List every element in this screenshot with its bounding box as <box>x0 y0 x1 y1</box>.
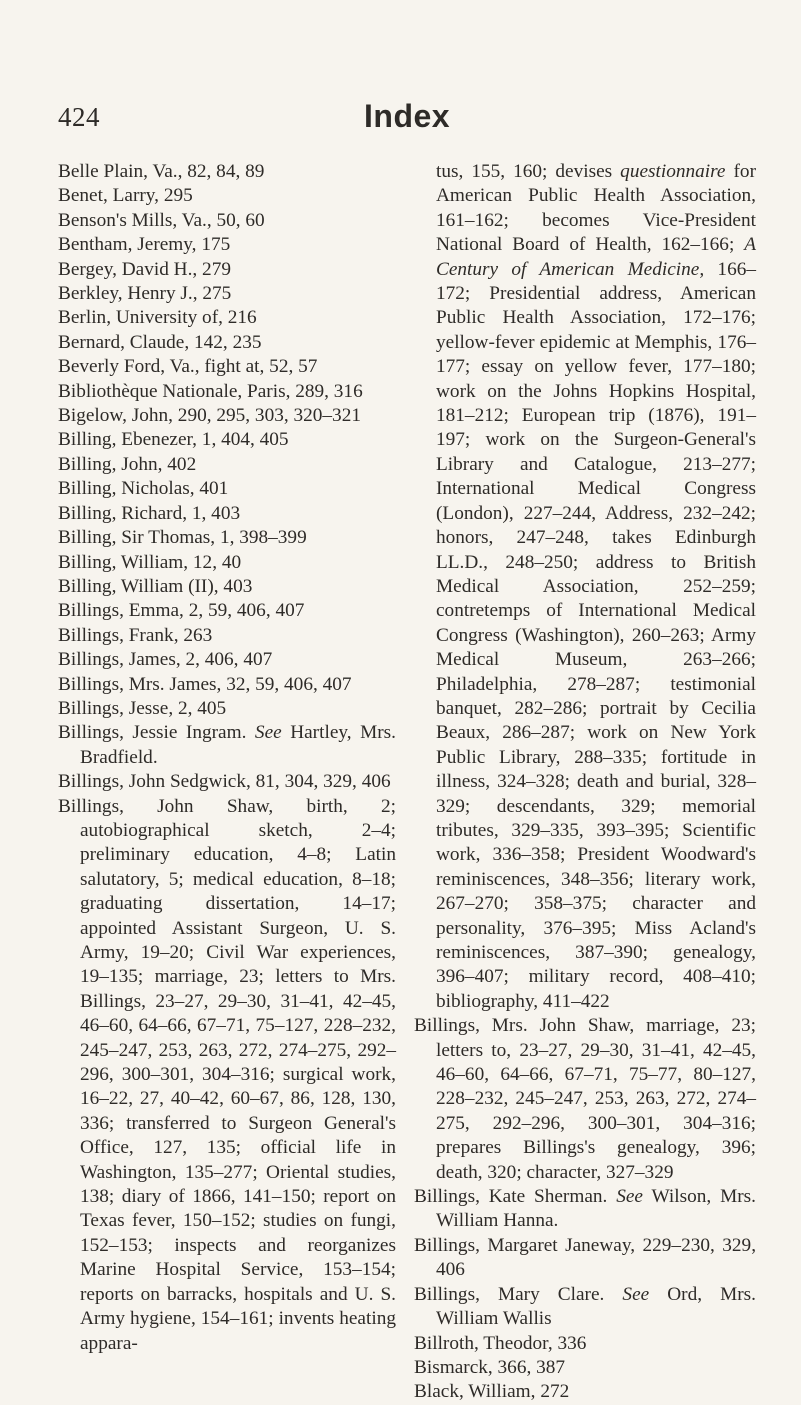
index-entry: Billings, James, 2, 406, 407 <box>58 649 273 671</box>
index-entry: Berkley, Henry J., 275 <box>58 283 232 305</box>
index-column-right <box>414 160 756 1405</box>
book-title: questionnaire <box>620 161 726 182</box>
book-title: A Century of American Medicine, <box>436 234 756 280</box>
index-entry: Bibliothèque Nationale, Paris, 289, 316 <box>58 380 363 402</box>
index-entry: Billing, Nicholas, 401 <box>58 478 229 500</box>
index-entry: Billings, Mrs. John Shaw, marriage, 23; letters to, 23–27, 29–30, 31–41, 42–45, 46–60, 64–66, 67–71, 75–77, 80–127, 228–232, 245–247, 253, 263, 272, 274–275, 292–296, 300–301, 304–316; prepares Billings's genealogy, 396; death, 320; character, 327–329 <box>414 1015 756 1183</box>
index-entry: Bigelow, John, 290, 295, 303, 320–321 <box>58 405 361 427</box>
index-column-left <box>58 160 396 1356</box>
index-entry: Billing, Sir Thomas, 1, 398–399 <box>58 527 307 549</box>
index-entry: Belle Plain, Va., 82, 84, 89 <box>58 161 265 182</box>
index-entry: Billings, Jesse, 2, 405 <box>58 697 227 719</box>
index-entry: Bernard, Claude, 142, 235 <box>58 331 262 353</box>
index-entry: Bismarck, 366, 387 <box>414 1356 566 1378</box>
index-entry: Benet, Larry, 295 <box>58 185 193 207</box>
index-entry: Beverly Ford, Va., fight at, 52, 57 <box>58 356 318 378</box>
index-entry: Bentham, Jeremy, 175 <box>58 234 231 256</box>
index-entry: Billings, John Shaw, birth, 2; autobiographical sketch, 2–4; preliminary education, 4–8; Latin salutatory, 5; medical education, 8–18; graduating dissertation, 14–17; appointed Assistant Surgeon, U. S. Army, 19–20; Civil War experiences, 19–135; marriage, 23; letters to Mrs. Billings, 23–27, 29–30, 31–41, 42–45, 46–60, 64–66, 67–71, 75–127, 228–232, 245–247, 253, 263, 272, 274–275, 292–296, 300–301, 304–316; surgical work, 16–22, 27, 40–42, 60–67, 86, 128, 130, 336; transferred to Surgeon General's Office, 127, 135; official life in Washington, 135–277; Oriental studies, 138; diary of 1866, 141–150; report on Texas fever, 150–152; studies on fungi, 152–153; inspects and reorganizes Marine Hospital Service, 153–154; reports on barracks, hospitals and U. S. Army hygiene, 154–161; invents heating appara- <box>58 795 396 1354</box>
see-reference: See <box>622 1283 650 1305</box>
index-entry: Billings, Kate Sherman. See Wilson, Mrs. William Hanna. <box>414 1186 756 1232</box>
index-entry: Billing, William, 12, 40 <box>58 551 242 573</box>
running-title: Index <box>364 98 451 134</box>
see-reference: See <box>616 1186 643 1208</box>
page-header <box>0 98 801 142</box>
index-entry: Billing, Ebenezer, 1, 404, 405 <box>58 429 289 451</box>
see-reference: See <box>254 722 282 744</box>
index-entry-continuation: tus, 155, 160; devises questionnaire for American Public Health Association, 161–162; becomes Vice-President National Board of Health, 162–166; A Century of American Medicine, 166–172; Presidential address, American Public Health Association, 172–176; yellow-fever epidemic at Memphis, 176–177; essay on yellow fever, 177–180; work on the Johns Hopkins Hospital, 181–212; European trip (1876), 191–197; work on the Surgeon-General's Library and Catalogue, 213–277; International Medical Congress (London), 227–244, Address, 232–242; honors, 247–248, takes Edinburgh LL.D., 248–250; address to British Medical Association, 252–259; contretemps of International Medical Congress (Washington), 260–263; Army Medical Museum, 263–266; Philadelphia, 278–287; testimonial banquet, 282–286; portrait by Cecilia Beaux, 286–287; work on New York Public Library, 288–335; fortitude in illness, 324–328; death and burial, 328–329; descendants, 329; memorial tributes, 329–335, 393–395; Scientific work, 336–358; President Woodward's reminiscences, 348–356; literary work, 267–270; 358–375; character and personality, 376–395; Miss Acland's reminiscences, 387–390; genealogy, 396–407; military record, 408–410; bibliography, 411–422 <box>436 161 756 1012</box>
index-entry: Billings, Margaret Janeway, 229–230, 329, 406 <box>414 1234 757 1281</box>
index-entry: Berlin, University of, 216 <box>58 307 257 329</box>
index-entry: Billing, John, 402 <box>58 453 197 475</box>
page-number: 424 <box>58 102 100 132</box>
index-entry: Billings, Frank, 263 <box>58 624 213 646</box>
index-entry: Billings, Emma, 2, 59, 406, 407 <box>58 600 305 622</box>
index-entry: Black, William, 272 <box>414 1381 570 1403</box>
index-entry: Billings, Mrs. James, 32, 59, 406, 407 <box>58 673 352 695</box>
index-entry: Benson's Mills, Va., 50, 60 <box>58 209 265 231</box>
index-entry: Billing, Richard, 1, 403 <box>58 502 241 524</box>
index-entry: Billing, William (II), 403 <box>58 575 253 597</box>
index-entry: Billings, Jessie Ingram. See Hartley, Mrs. Bradfield. <box>58 722 396 768</box>
index-entry: Billroth, Theodor, 336 <box>414 1332 587 1354</box>
index-entry: Billings, Mary Clare. See Ord, Mrs. William Wallis <box>414 1283 756 1330</box>
index-entry: Billings, John Sedgwick, 81, 304, 329, 406 <box>58 771 391 793</box>
index-entry: Bergey, David H., 279 <box>58 258 231 280</box>
